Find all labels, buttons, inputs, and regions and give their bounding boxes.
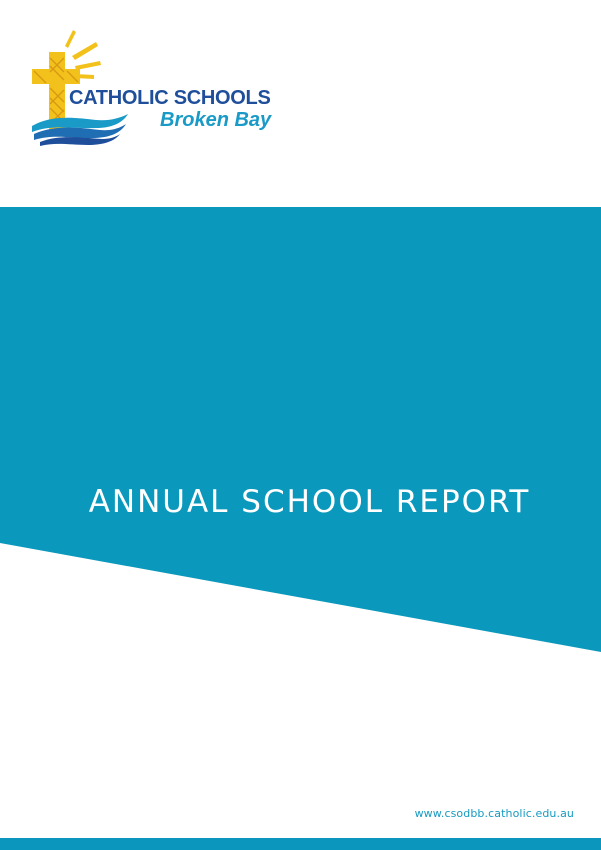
report-title: ANNUAL SCHOOL REPORT	[88, 484, 531, 520]
logo-line-1: CATHOLIC SCHOOLS	[69, 87, 271, 109]
logo-wordmark	[69, 87, 271, 131]
website-link[interactable]: www.csodbb.catholic.edu.au	[414, 807, 574, 820]
catholic-schools-logo	[30, 28, 320, 148]
footer-bar	[0, 838, 601, 850]
logo-line-2: Broken Bay	[160, 109, 272, 131]
